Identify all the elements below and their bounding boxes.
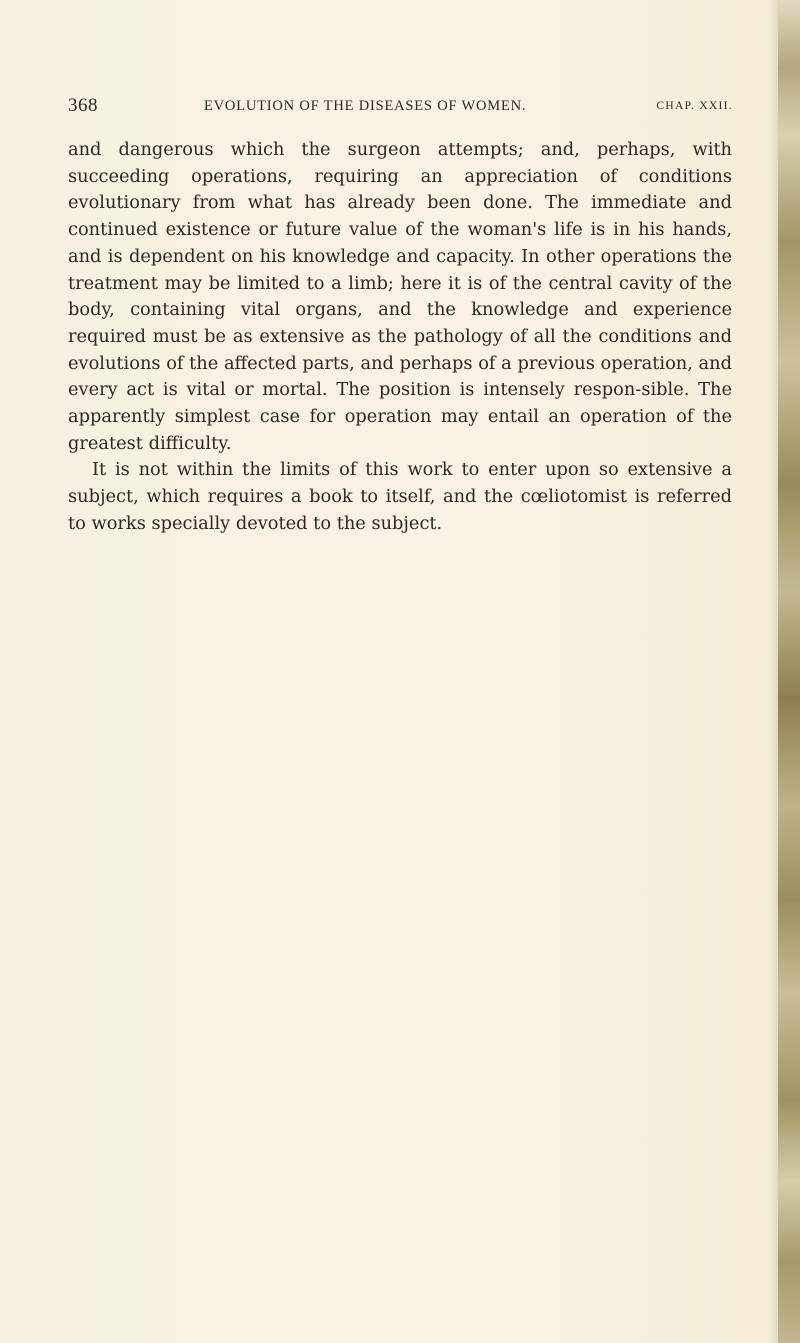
paragraph-1: and dangerous which the surgeon attempts; and, perhaps, with succeeding operations, requiring an appreciation of conditions evolutionary from what has already been done. The immediate and continued existence or future value of the woman's life is in his hands, and is dependent on his knowledge and capacity. In other operations the treatment may be limited to a limb; here it is of the central cavity of the body, containing vital organs, and the knowledge and experience required must be as extensive as the pathology of all the conditions and evolutions of the affected parts, and perhaps of a previous operation, and every act is vital or mortal. The position is intensely respon-sible. The apparently simplest case for operation may entail an operation of the greatest difficulty. [68,139,732,454]
running-header [68,95,733,117]
paragraph-2: It is not within the limits of this work to enter upon so extensive a subject, which requires a book to itself, and the cœliotomist is referred to works specially devoted to the subject. [68,459,732,534]
chapter-label: CHAP. XXII. [656,100,733,112]
running-title: EVOLUTION OF THE DISEASES OF WOMEN. [204,98,527,114]
page-number: 368 [68,95,98,116]
page-edge-shadow [768,0,778,1343]
page-edge [778,0,800,1343]
body-text [68,137,732,538]
